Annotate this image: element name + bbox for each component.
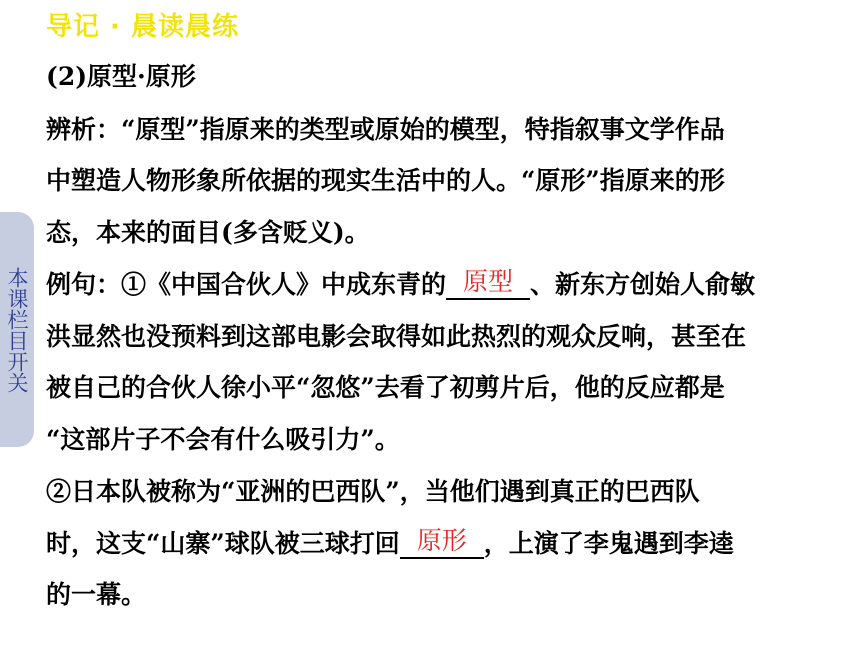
- example1-prefix: 例句：①《中国合伙人》中成东青的: [46, 270, 447, 299]
- example2-line-1: ②日本队被称为“亚洲的巴西队”，当他们遇到真正的巴西队: [46, 477, 700, 506]
- section-heading: (2)原型·原形: [46, 62, 196, 91]
- course-navigation-toggle-label: 本课栏目开关: [5, 266, 29, 393]
- example2-prefix: 时，这支“山寨”球队被三球打回: [46, 529, 400, 558]
- example1-line-1: [46, 267, 756, 300]
- example1-blank: [446, 267, 530, 300]
- example1-line-2: 洪显然也没预料到这部电影会取得如此热烈的观众反响，甚至在: [46, 322, 747, 351]
- example2-line-2: [46, 526, 734, 559]
- example1-line-3: 被自己的合伙人徐小平“忽悠”去看了初剪片后，他的反应都是: [46, 373, 725, 402]
- example1-suffix: 、新东方创始人俞敏: [530, 270, 756, 299]
- analysis-line-2: 中塑造人物形象所依据的现实生活中的人。“原形”指原来的形: [46, 166, 725, 195]
- analysis-line-1: 辨析：“原型”指原来的类型或原始的模型，特指叙事文学作品: [46, 115, 725, 144]
- example2-answer: 原形: [416, 526, 467, 555]
- example1-line-4: “这部片子不会有什么吸引力”。: [46, 425, 400, 454]
- example1-answer: 原型: [463, 267, 514, 296]
- page-header-title: 导记 · 晨读晨练: [46, 12, 239, 42]
- example2-line-3: 的一幕。: [46, 580, 147, 609]
- analysis-line-3: 态，本来的面目(多含贬义)。: [46, 218, 370, 247]
- course-navigation-toggle[interactable]: [0, 212, 34, 447]
- example2-blank: [400, 526, 484, 559]
- example2-suffix: ，上演了李鬼遇到李逵: [483, 529, 734, 558]
